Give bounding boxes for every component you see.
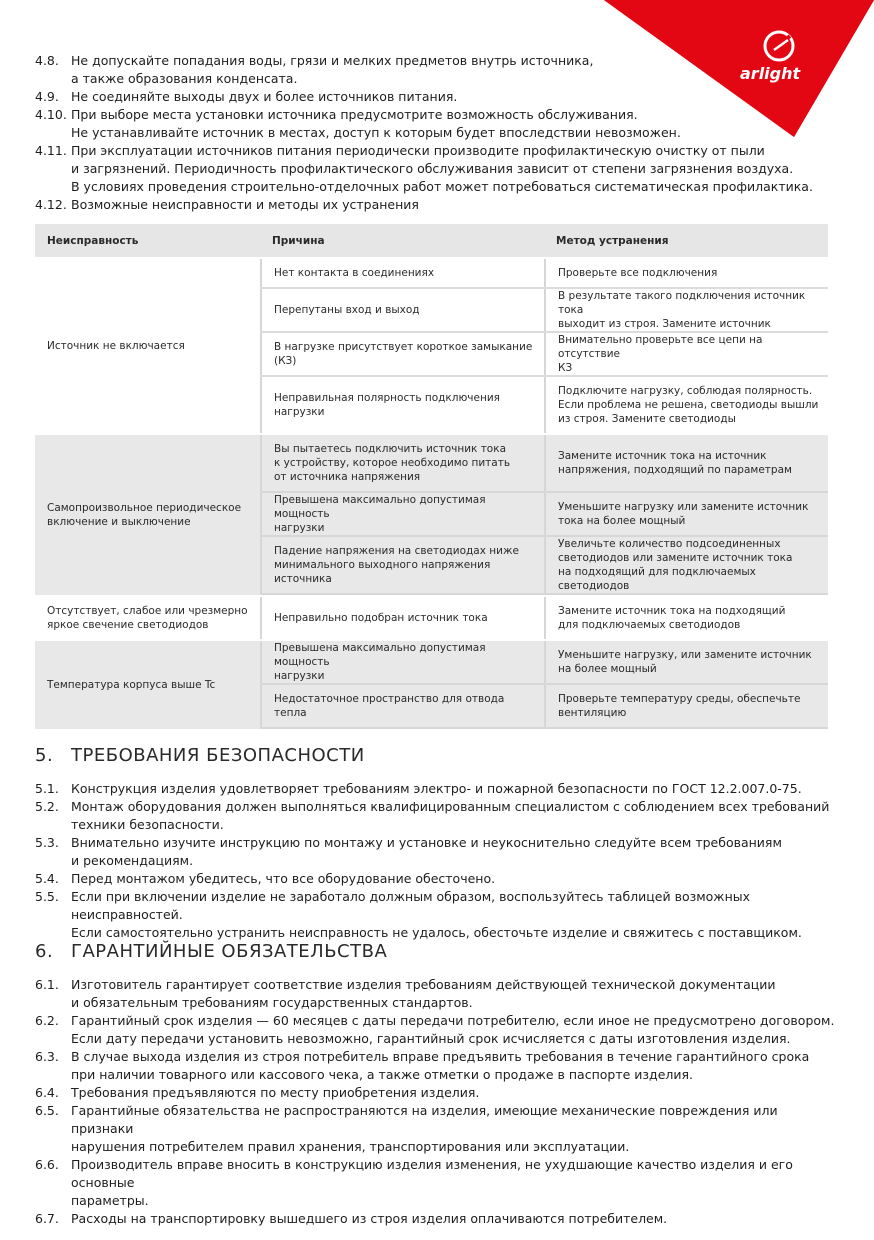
item-number: 4.12. <box>35 197 67 212</box>
item-text: Расходы на транспортировку вышедшего из строя изделия оплачиваются потребителем. <box>71 1211 668 1226</box>
section6-number: 6. <box>35 941 54 962</box>
item-number: 5.1. <box>35 781 59 796</box>
item-text: Требования предъявляются по месту приобретения изделия. <box>71 1085 480 1100</box>
item-text: Внимательно изучите инструкцию по монтажу и установке и неукоснительно следуйте всем требованиям и рекомендациям. <box>71 835 782 868</box>
section4-list <box>35 52 835 214</box>
item-text: Возможные неисправности и методы их устранения <box>71 197 419 212</box>
section5-title: ТРЕБОВАНИЯ БЕЗОПАСНОСТИ <box>71 745 365 766</box>
section6-list <box>35 976 835 1228</box>
item-number: 4.10. <box>35 107 67 122</box>
fault-cell: Самопроизвольное периодическое включение и выключение <box>47 502 242 528</box>
table-group <box>35 257 828 433</box>
item-number: 6.4. <box>35 1085 59 1100</box>
item-text: Если при включении изделие не заработало должным образом, воспользуйтесь таблицей возможных неисправностей. Если самостоятельно устранить неисправность не удалось, обесточьте изделие и свяжитесь с поставщиком. <box>71 889 802 940</box>
list-item <box>35 1012 835 1048</box>
item-text: Перед монтажом убедитесь, что все оборудование обесточено. <box>71 871 496 886</box>
table-group <box>35 595 828 639</box>
item-text: Не допускайте попадания воды, грязи и мелких предметов внутрь источника, а также образования конденсата. <box>71 53 594 86</box>
table-row <box>260 289 828 333</box>
fault-cell: Температура корпуса выше Tc <box>47 679 216 691</box>
cause-cell: Превышена максимально допустимая мощность нагрузки <box>260 641 544 683</box>
cause-cell: Перепутаны вход и выход <box>260 289 544 331</box>
cause-cell: В нагрузке присутствует короткое замыкание (КЗ) <box>260 333 544 375</box>
item-text: Не соединяйте выходы двух и более источников питания. <box>71 89 458 104</box>
item-number: 6.3. <box>35 1049 59 1064</box>
fix-cell: Внимательно проверьте все цепи на отсутствие КЗ <box>544 333 828 375</box>
item-number: 4.11. <box>35 143 67 158</box>
section6-heading <box>35 941 387 962</box>
item-text: Изготовитель гарантирует соответствие изделия требованиям действующей технической документации и обязательным требованиям государственных стандартов. <box>71 977 776 1010</box>
fix-cell: Подключите нагрузку, соблюдая полярность. Если проблема не решена, светодиоды вышли из строя. Замените светодиоды <box>544 377 828 433</box>
fault-cell: Отсутствует, слабое или чрезмерно яркое свечение светодиодов <box>47 605 248 631</box>
header-cause: Причина <box>272 234 325 247</box>
table-row <box>260 259 828 289</box>
table-group <box>35 639 828 729</box>
table-row <box>260 377 828 433</box>
item-number: 5.2. <box>35 799 59 814</box>
fix-cell: Проверьте температуру среды, обеспечьте вентиляцию <box>544 685 828 727</box>
item-number: 4.8. <box>35 53 59 68</box>
fix-cell: Уменьшите нагрузку или замените источник тока на более мощный <box>544 493 828 535</box>
list-item <box>35 52 835 88</box>
item-text: При выборе места установки источника предусмотрите возможность обслуживания. Не устанавливайте источник в местах, доступ к которым будет впоследствии невозможен. <box>71 107 681 140</box>
list-item <box>35 780 835 798</box>
list-item <box>35 88 835 106</box>
item-number: 5.4. <box>35 871 59 886</box>
table-row <box>260 435 828 493</box>
fault-table <box>35 224 828 729</box>
list-item <box>35 106 835 142</box>
item-text: Производитель вправе вносить в конструкцию изделия изменения, не ухудшающие качество изделия и его основные параметры. <box>71 1157 793 1208</box>
item-text: Монтаж оборудования должен выполняться квалифицированным специалистом с соблюдением всех требований техники безопасности. <box>71 799 830 832</box>
item-text: Гарантийные обязательства не распространяются на изделия, имеющие механические повреждения или признаки нарушения потребителем правил хранения, транспортирования или эксплуатации. <box>71 1103 778 1154</box>
list-item <box>35 1156 835 1210</box>
list-item <box>35 1210 835 1228</box>
fix-cell: Замените источник тока на источник напряжения, подходящий по параметрам <box>544 435 828 491</box>
list-item <box>35 1048 835 1084</box>
item-number: 5.5. <box>35 889 59 904</box>
cause-cell: Неправильно подобран источник тока <box>260 597 544 639</box>
list-item <box>35 142 835 196</box>
list-item <box>35 1084 835 1102</box>
fix-cell: Проверьте все подключения <box>544 259 828 287</box>
section5-list <box>35 780 835 942</box>
item-number: 4.9. <box>35 89 59 104</box>
list-item <box>35 1102 835 1156</box>
table-body <box>35 257 828 729</box>
header-fix: Метод устранения <box>556 234 669 247</box>
item-number: 6.7. <box>35 1211 59 1226</box>
header-fault: Неисправность <box>47 234 139 247</box>
cause-cell: Превышена максимально допустимая мощность нагрузки <box>260 493 544 535</box>
item-number: 6.2. <box>35 1013 59 1028</box>
item-number: 5.3. <box>35 835 59 850</box>
table-row <box>260 333 828 377</box>
item-text: При эксплуатации источников питания периодически производите профилактическую очистку от пыли и загрязнений. Периодичность профилактического обслуживания зависит от степени загрязнения воздуха. В условиях проведения строительно-отделочных работ может потребоваться систематическая профилактика. <box>71 143 813 194</box>
table-row <box>260 597 828 639</box>
arlight-logo-text: arlight <box>740 64 801 83</box>
cause-cell: Вы пытаетесь подключить источник тока к устройству, которое необходимо питать от источника напряжения <box>260 435 544 491</box>
table-row <box>260 685 828 729</box>
item-text: В случае выхода изделия из строя потребитель вправе предъявить требования в течение гарантийного срока при наличии товарного или кассового чека, а также отметки о продаже в паспорте изделия. <box>71 1049 810 1082</box>
cause-cell: Нет контакта в соединениях <box>260 259 544 287</box>
fix-cell: Уменьшите нагрузку, или замените источник на более мощный <box>544 641 828 683</box>
fault-cell: Источник не включается <box>47 340 185 352</box>
list-item <box>35 888 835 942</box>
table-row <box>260 641 828 685</box>
cause-cell: Недостаточное пространство для отвода тепла <box>260 685 544 727</box>
fix-cell: Увеличьте количество подсоединенных светодиодов или замените источник тока на подходящий для подключаемых светодиодов <box>544 537 828 593</box>
list-item <box>35 976 835 1012</box>
fix-cell: В результате такого подключения источник тока выходит из строя. Замените источник <box>544 289 828 331</box>
item-number: 6.6. <box>35 1157 59 1172</box>
list-item <box>35 798 835 834</box>
item-number: 6.5. <box>35 1103 59 1118</box>
table-row <box>260 493 828 537</box>
cause-cell: Падение напряжения на светодиодах ниже минимального выходного напряжения источника <box>260 537 544 593</box>
item-text: Гарантийный срок изделия — 60 месяцев с даты передачи потребителю, если иное не предусмотрено договором. Если дату передачи установить невозможно, гарантийный срок исчисляется с даты изготовления изделия. <box>71 1013 835 1046</box>
fix-cell: Замените источник тока на подходящий для подключаемых светодиодов <box>544 597 828 639</box>
item-text: Конструкция изделия удовлетворяет требованиям электро- и пожарной безопасности по ГОСТ 12.2.007.0-75. <box>71 781 802 796</box>
list-item <box>35 870 835 888</box>
list-item <box>35 834 835 870</box>
section5-number: 5. <box>35 745 54 766</box>
list-item <box>35 196 835 214</box>
table-group <box>35 433 828 595</box>
item-number: 6.1. <box>35 977 59 992</box>
cause-cell: Неправильная полярность подключения нагрузки <box>260 377 544 433</box>
table-header <box>35 224 828 257</box>
table-row <box>260 537 828 595</box>
section5-heading <box>35 745 365 766</box>
section6-title: ГАРАНТИЙНЫЕ ОБЯЗАТЕЛЬСТВА <box>71 941 388 962</box>
